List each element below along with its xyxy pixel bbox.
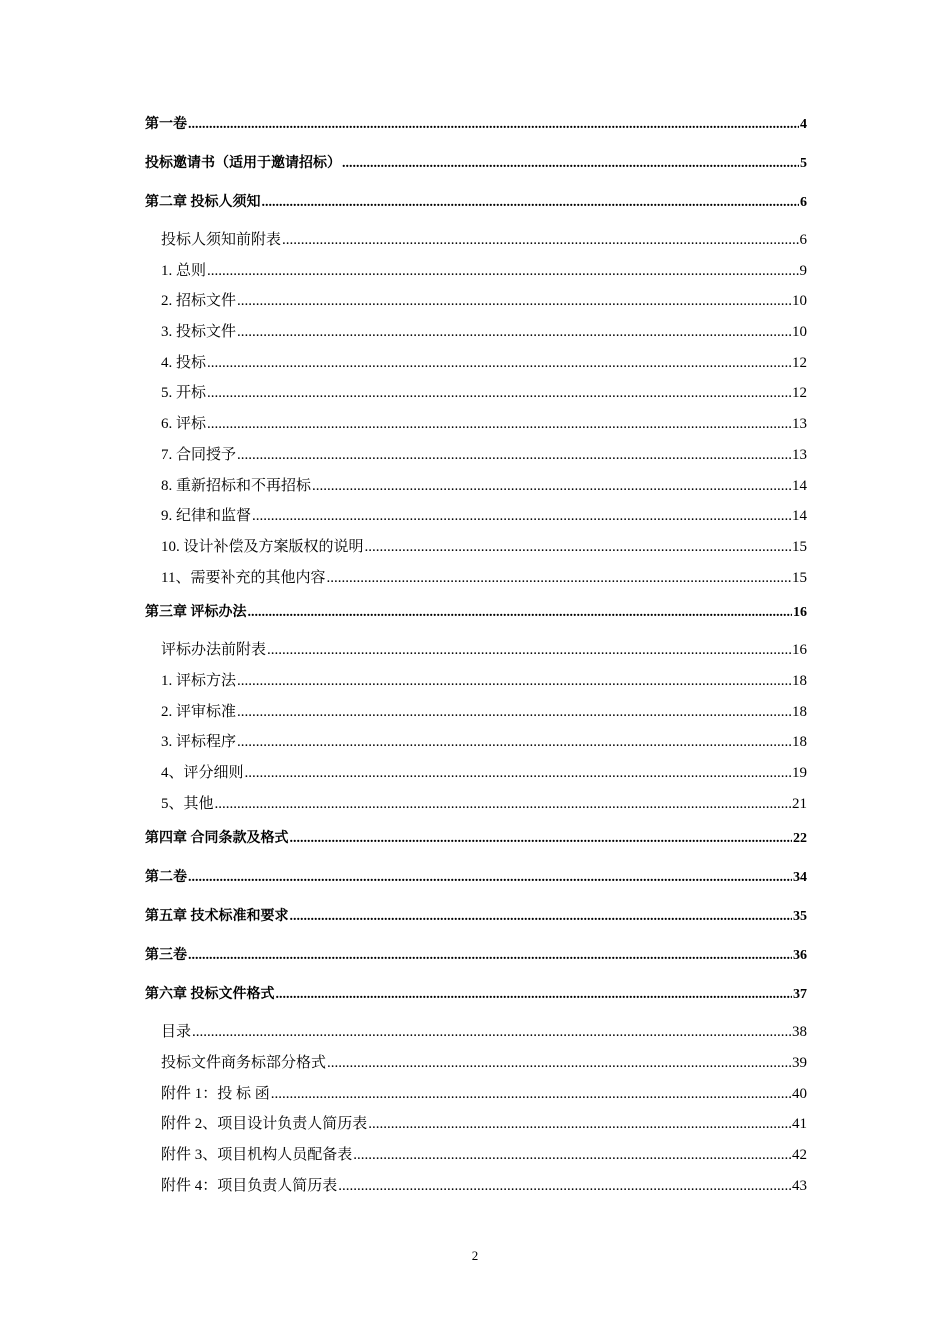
toc-dot-leader — [312, 475, 791, 497]
toc-dot-leader — [237, 701, 791, 723]
toc-entry-title: 附件 1：投 标 函 — [161, 1085, 270, 1102]
toc-entry-page: 6 — [800, 195, 807, 210]
toc-entry-title: 2. 评审标准 — [161, 703, 237, 720]
toc-section-entry[interactable] — [161, 762, 807, 793]
toc-entry-page: 43 — [792, 1177, 807, 1194]
toc-dot-leader — [326, 567, 791, 589]
toc-entry-title: 投标文件商务标部分格式 — [161, 1055, 327, 1072]
toc-chapter-entry[interactable] — [145, 190, 807, 229]
toc-chapter-entry[interactable] — [145, 904, 807, 943]
toc-dot-leader — [342, 151, 799, 177]
toc-chapter-entry[interactable] — [145, 600, 807, 639]
toc-entry-title: 投标邀请书（适用于邀请招标） — [145, 156, 341, 171]
toc-entry-page: 18 — [792, 734, 807, 751]
toc-section-entry[interactable] — [161, 536, 807, 567]
toc-entry-page: 41 — [792, 1116, 807, 1133]
toc-entry-title: 5、其他 — [161, 795, 214, 812]
toc-chapter-entry[interactable] — [145, 943, 807, 982]
toc-dot-leader — [276, 982, 793, 1008]
toc-entry-page: 14 — [792, 508, 807, 525]
toc-dot-leader — [353, 1144, 791, 1166]
toc-entry-page: 14 — [792, 477, 807, 494]
toc-entry-page: 38 — [792, 1024, 807, 1041]
toc-section-entry[interactable] — [161, 290, 807, 321]
toc-entry-title: 第四章 合同条款及格式 — [145, 831, 289, 847]
toc-dot-leader — [207, 352, 791, 374]
toc-dot-leader — [188, 865, 792, 891]
toc-section-entry[interactable] — [161, 639, 807, 670]
toc-entry-title: 第三章 评标办法 — [145, 605, 247, 621]
toc-entry-title: 附件 4：项目负责人简历表 — [161, 1177, 338, 1194]
toc-entry-page: 6 — [799, 232, 807, 248]
toc-entry-page: 34 — [793, 870, 807, 886]
toc-section-entry[interactable] — [161, 1144, 807, 1175]
toc-section-entry[interactable] — [161, 1083, 807, 1114]
toc-section-entry[interactable] — [161, 321, 807, 352]
toc-dot-leader — [188, 112, 799, 138]
toc-dot-leader — [237, 290, 791, 312]
toc-dot-leader — [245, 762, 791, 784]
toc-entry-page: 5 — [800, 156, 807, 171]
toc-dot-leader — [237, 731, 791, 753]
toc-dot-leader — [207, 413, 791, 435]
toc-section-entry[interactable] — [161, 701, 807, 732]
toc-section-entry[interactable] — [161, 260, 807, 291]
toc-entry-page: 16 — [792, 642, 807, 659]
toc-entry-title: 11、需要补充的其他内容 — [161, 569, 326, 586]
toc-section-entry[interactable] — [161, 1021, 807, 1052]
toc-section-entry[interactable] — [161, 731, 807, 762]
toc-entry-page: 12 — [792, 354, 807, 371]
toc-section-entry[interactable] — [161, 1175, 807, 1206]
toc-entry-page: 10 — [792, 324, 807, 341]
toc-dot-leader — [237, 670, 791, 692]
toc-entry-page: 18 — [792, 672, 807, 689]
toc-section-entry[interactable] — [161, 505, 807, 536]
toc-dot-leader — [290, 826, 793, 852]
toc-chapter-entry[interactable] — [145, 982, 807, 1021]
toc-entry-page: 22 — [793, 831, 807, 847]
toc-entry-title: 4、评分细则 — [161, 765, 244, 781]
toc-entry-title: 第三卷 — [145, 948, 187, 964]
toc-entry-page: 15 — [792, 538, 807, 555]
toc-entry-title: 目录 — [161, 1024, 192, 1041]
toc-entry-title: 6. 评标 — [161, 416, 207, 433]
toc-dot-leader — [248, 600, 793, 626]
toc-entry-page: 21 — [792, 795, 807, 812]
toc-section-entry[interactable] — [161, 1113, 807, 1144]
toc-section-entry[interactable] — [161, 413, 807, 444]
toc-entry-title: 7. 合同授予 — [161, 446, 237, 463]
toc-entry-page: 37 — [793, 987, 807, 1003]
toc-entry-title: 第五章 技术标准和要求 — [145, 909, 289, 925]
toc-dot-leader — [271, 1083, 791, 1105]
toc-entry-title: 8. 重新招标和不再招标 — [161, 477, 312, 494]
toc-entry-title: 9. 纪律和监督 — [161, 508, 252, 525]
toc-entry-title: 10. 设计补偿及方案版权的说明 — [161, 538, 364, 555]
toc-dot-leader — [188, 943, 792, 969]
toc-entry-page: 13 — [792, 416, 807, 433]
toc-entry-title: 第六章 投标文件格式 — [145, 987, 275, 1003]
toc-entry-title: 附件 3、项目机构人员配备表 — [161, 1147, 353, 1164]
toc-entry-page: 9 — [799, 262, 807, 279]
toc-entry-page: 16 — [793, 605, 807, 621]
toc-entry-title: 第二章 投标人须知 — [145, 195, 261, 210]
toc-entry-title: 1. 评标方法 — [161, 672, 237, 689]
toc-dot-leader — [327, 1052, 791, 1074]
toc-entry-title: 1. 总则 — [161, 262, 207, 279]
toc-dot-leader — [237, 444, 791, 466]
toc-section-entry[interactable] — [161, 229, 807, 260]
toc-entry-page: 13 — [792, 446, 807, 463]
toc-section-entry[interactable] — [161, 444, 807, 475]
toc-entry-page: 10 — [792, 293, 807, 310]
toc-dot-leader — [290, 904, 793, 930]
toc-dot-leader — [237, 321, 791, 343]
toc-entry-title: 2. 招标文件 — [161, 293, 237, 310]
toc-entry-page: 4 — [800, 117, 807, 132]
toc-entry-page: 40 — [792, 1085, 807, 1102]
toc-entry-page: 12 — [792, 385, 807, 402]
toc-entry-title: 第二卷 — [145, 870, 187, 886]
toc-entry-page: 19 — [792, 765, 807, 781]
toc-section-entry[interactable] — [161, 475, 807, 506]
toc-entry-title: 附件 2、项目设计负责人简历表 — [161, 1116, 368, 1133]
toc-chapter-entry[interactable] — [145, 826, 807, 865]
toc-dot-leader — [267, 639, 791, 661]
toc-dot-leader — [207, 260, 798, 282]
toc-entry-title: 评标办法前附表 — [161, 642, 267, 659]
toc-entry-page: 39 — [792, 1055, 807, 1072]
toc-section-entry[interactable] — [161, 670, 807, 701]
page-number: 2 — [471, 1248, 479, 1263]
toc-dot-leader — [262, 190, 800, 216]
toc-entry-page: 35 — [793, 909, 807, 925]
toc-dot-leader — [282, 229, 798, 251]
toc-dot-leader — [192, 1021, 791, 1043]
toc-dot-leader — [215, 793, 791, 815]
toc-section-entry[interactable] — [161, 793, 807, 824]
toc-entry-page: 18 — [792, 703, 807, 720]
toc-section-entry[interactable] — [161, 1052, 807, 1083]
toc-chapter-entry[interactable] — [145, 865, 807, 904]
toc-entry-title: 3. 评标程序 — [161, 734, 237, 751]
toc-dot-leader — [207, 382, 791, 404]
toc-entry-title: 4. 投标 — [161, 354, 207, 371]
toc-entry-title: 5. 开标 — [161, 385, 207, 402]
toc-chapter-entry[interactable] — [145, 151, 807, 190]
toc-dot-leader — [252, 505, 791, 527]
toc-entry-page: 36 — [793, 948, 807, 964]
toc-dot-leader — [368, 1113, 791, 1135]
toc-entry-title: 投标人须知前附表 — [161, 232, 282, 248]
toc-section-entry[interactable] — [161, 567, 807, 598]
toc-entry-title: 3. 投标文件 — [161, 324, 237, 341]
table-of-contents — [145, 112, 807, 1206]
toc-entry-page: 15 — [792, 569, 807, 586]
toc-entry-page: 42 — [792, 1147, 807, 1164]
toc-section-entry[interactable] — [161, 352, 807, 383]
toc-chapter-entry[interactable] — [145, 112, 807, 151]
toc-dot-leader — [338, 1175, 791, 1197]
toc-section-entry[interactable] — [161, 382, 807, 413]
toc-entry-title: 第一卷 — [145, 117, 187, 132]
toc-dot-leader — [365, 536, 791, 558]
